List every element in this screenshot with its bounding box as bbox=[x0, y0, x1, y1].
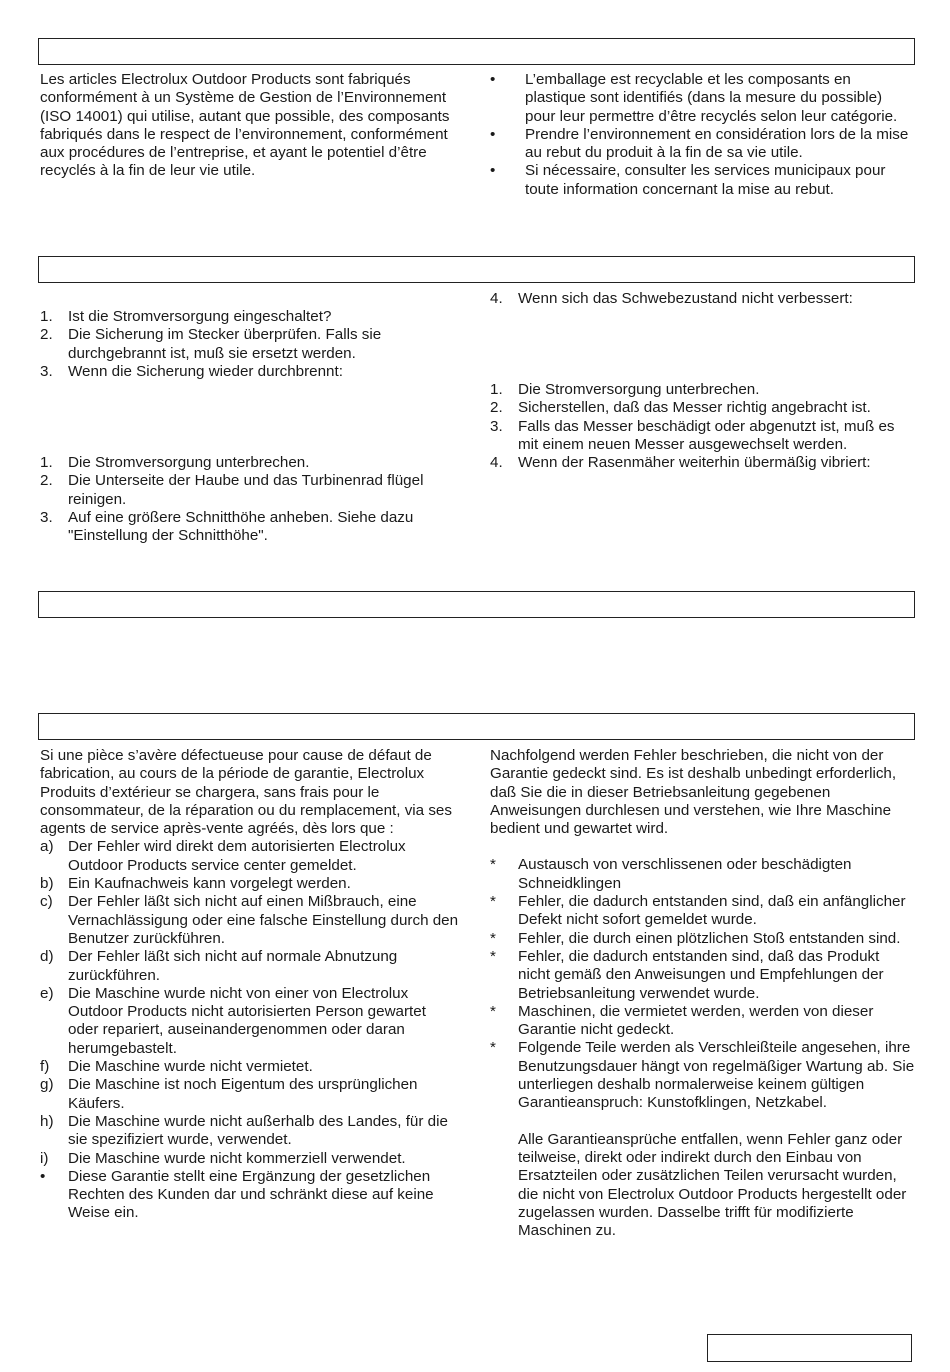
list-item-text: Fehler, die dadurch entstanden sind, daß das Produkt nicht gemäß den Anweisungen und Empfehlungen der Betriebsanleitung verwendet wurde. bbox=[518, 947, 884, 1002]
bullet-marker: • bbox=[490, 125, 496, 143]
list-item bbox=[40, 875, 460, 893]
list-item-text: Ist die Stromversorgung eingeschaltet? bbox=[68, 308, 332, 325]
list-item bbox=[40, 838, 460, 875]
list-item bbox=[490, 1039, 915, 1112]
list-item bbox=[40, 1150, 460, 1168]
list-item-text: Die Stromversorgung unterbrechen. bbox=[68, 454, 310, 471]
list-letter: h) bbox=[40, 1112, 54, 1130]
list-item-text: Die Unterseite der Haube und das Turbinenrad flügel reinigen. bbox=[68, 472, 424, 508]
list-item bbox=[490, 71, 915, 126]
list-item-text: Die Maschine wurde nicht von einer von Electrolux Outdoor Products nicht autorisierten Person gewartet oder repariert, auseinandergenommen oder daran herumgebastelt. bbox=[68, 984, 426, 1057]
list-item bbox=[40, 1113, 460, 1150]
list-item bbox=[490, 399, 915, 417]
warranty-exclusions-intro: Nachfolgend werden Fehler beschrieben, die nicht von der Garantie gedeckt sind. Es ist deshalb unbedingt erforderlich, daß Sie die in dieser Betriebsanleitung gegebenen Anweisungen durchlesen und verstehen, wie Ihre Maschine bedient und gewartet wird. bbox=[490, 747, 897, 838]
list-item-text: Der Fehler läßt sich nicht auf normale Abnutzung zurückführen. bbox=[68, 948, 398, 984]
troubleshooting-left-list-2 bbox=[40, 454, 460, 545]
list-number: 3. bbox=[40, 508, 53, 526]
list-item bbox=[490, 948, 915, 1003]
list-item bbox=[490, 454, 915, 472]
list-item bbox=[490, 290, 915, 308]
asterisk-marker: * bbox=[490, 929, 496, 947]
list-letter: g) bbox=[40, 1076, 54, 1094]
warranty-intro: Si une pièce s’avère défectueuse pour cause de défaut de fabrication, au cours de la période de garantie, Electrolux Produits d’extérieur se chargera, sans frais pour le consommateur, de la réparation ou du remplacement, via ses agents de service après-vente agréés, dès lors que : bbox=[40, 747, 452, 838]
bullet-marker: • bbox=[490, 162, 496, 180]
list-item-text: Die Maschine wurde nicht außerhalb des Landes, für die sie spezifiziert wurde, verwendet. bbox=[68, 1112, 448, 1149]
list-item-text: Wenn der Rasenmäher weiterhin übermäßig vibriert: bbox=[518, 454, 871, 472]
environment-right-column bbox=[490, 71, 915, 199]
list-item bbox=[490, 930, 915, 948]
list-item-text: Sicherstellen, daß das Messer richtig angebracht ist. bbox=[518, 399, 871, 417]
list-number: 3. bbox=[40, 362, 53, 380]
bullet-marker: • bbox=[490, 71, 496, 88]
list-letter: e) bbox=[40, 984, 54, 1002]
environment-left-column bbox=[40, 71, 460, 181]
warranty-right-column bbox=[490, 747, 915, 1240]
list-item-text: Die Maschine ist noch Eigentum des ursprünglichen Käufers. bbox=[68, 1076, 418, 1112]
warranty-left-column bbox=[40, 747, 460, 1223]
list-item-text: Die Maschine wurde nicht kommerziell verwendet. bbox=[68, 1149, 406, 1167]
list-item-text: Wenn sich das Schwebezustand nicht verbessert: bbox=[518, 290, 853, 307]
list-item-text: Der Fehler läßt sich nicht auf einen Mißbrauch, eine Vernachlässigung oder eine falsche Einstellung durch den Benutzer zurückführen. bbox=[68, 893, 459, 947]
list-item-text: Ein Kaufnachweis kann vorgelegt werden. bbox=[68, 875, 351, 893]
list-item-text: Prendre l’environnement en considération lors de la mise au rebut du produit à la fin de sa vie utile. bbox=[525, 125, 909, 162]
asterisk-marker: * bbox=[490, 1002, 496, 1020]
list-item-text: Der Fehler wird direkt dem autorisierten Electrolux Outdoor Products service center gemeldet. bbox=[68, 838, 406, 874]
list-number: 4. bbox=[490, 290, 503, 307]
list-number: 1. bbox=[490, 381, 503, 398]
list-number: 4. bbox=[490, 454, 503, 472]
section-header-box-empty bbox=[38, 591, 915, 618]
list-item bbox=[490, 418, 915, 455]
list-letter: c) bbox=[40, 893, 53, 911]
list-item bbox=[490, 893, 915, 930]
list-item bbox=[40, 326, 460, 363]
list-item bbox=[40, 509, 460, 546]
list-item bbox=[490, 1003, 915, 1040]
list-item bbox=[40, 1076, 460, 1113]
troubleshooting-right-list-1 bbox=[490, 290, 915, 308]
list-letter: a) bbox=[40, 838, 54, 856]
list-item-text: Wenn die Sicherung wieder durchbrennt: bbox=[68, 362, 343, 380]
list-item bbox=[40, 893, 460, 948]
environment-paragraph: Les articles Electrolux Outdoor Products sont fabriqués conformément à un Système de Gestion de l’Environnement (ISO 14001) qui utilise, autant que possible, des composants fabriqués dans le respect de l’environnement, conformément aux procédures de l’entreprise, et ayant le potentiel d’être recyclés à la fin de leur vie utile. bbox=[40, 71, 450, 180]
list-item-text: Auf eine größere Schnitthöhe anheben. Siehe dazu "Einstellung der Schnitthöhe". bbox=[68, 508, 414, 545]
list-item bbox=[490, 856, 915, 893]
list-number: 3. bbox=[490, 417, 503, 435]
list-number: 1. bbox=[40, 454, 53, 471]
list-item-text: Si nécessaire, consulter les services municipaux pour toute information concernant la mise au rebut. bbox=[525, 162, 886, 198]
list-item bbox=[40, 1058, 460, 1076]
list-letter: d) bbox=[40, 948, 54, 966]
list-item-text: L’emballage est recyclable et les composants en plastique sont identifiés (dans la mesure du possible) pour leur permettre d’être recyclés selon leur catégorie. bbox=[525, 71, 898, 125]
section-header-box-troubleshooting bbox=[38, 256, 915, 283]
list-letter: b) bbox=[40, 875, 54, 893]
section-header-box-warranty bbox=[38, 713, 915, 740]
list-item bbox=[40, 985, 460, 1058]
bullet-marker: • bbox=[40, 1167, 46, 1185]
list-item-text: Fehler, die dadurch entstanden sind, daß ein anfänglicher Defekt nicht sofort gemeldet wurde. bbox=[518, 893, 906, 929]
list-number: 2. bbox=[40, 472, 53, 490]
page-number-box bbox=[707, 1334, 912, 1362]
list-item bbox=[40, 363, 460, 381]
list-item-text: Fehler, die durch einen plötzlichen Stoß entstanden sind. bbox=[518, 929, 901, 947]
list-item bbox=[490, 162, 915, 199]
section-header-box-environment bbox=[38, 38, 915, 65]
list-item-text: Maschinen, die vermietet werden, werden von dieser Garantie nicht gedeckt. bbox=[518, 1002, 874, 1039]
list-item-text: Die Sicherung im Stecker überprüfen. Falls sie durchgebrannt ist, muß sie ersetzt werden. bbox=[68, 326, 382, 362]
list-item-text: Austausch von verschlissenen oder beschädigten Schneidklingen bbox=[518, 856, 852, 892]
list-item-text: Folgende Teile werden als Verschleißteile angesehen, ihre Benutzungsdauer hängt von regelmäßiger Wartung ab. Sie unterliegen deshalb normalerweise keinem gültigen Garantieanspruch: Kunstofklingen, Netzkabel. bbox=[518, 1039, 915, 1112]
list-item bbox=[490, 381, 915, 399]
asterisk-marker: * bbox=[490, 947, 496, 965]
list-item bbox=[490, 126, 915, 163]
list-item bbox=[40, 1168, 460, 1223]
asterisk-marker: * bbox=[490, 1039, 496, 1057]
list-item-text: Diese Garantie stellt eine Ergänzung der gesetzlichen Rechten des Kunden dar und schränkt diese auf keine Weise ein. bbox=[68, 1167, 434, 1222]
list-item-text: Die Stromversorgung unterbrechen. bbox=[518, 381, 760, 398]
troubleshooting-left-list-1 bbox=[40, 308, 460, 381]
list-letter: f) bbox=[40, 1058, 50, 1076]
list-item-text: Die Maschine wurde nicht vermietet. bbox=[68, 1058, 313, 1076]
list-item-text: Falls das Messer beschädigt oder abgenutzt ist, muß es mit einem neuen Messer ausgewechselt werden. bbox=[518, 417, 895, 453]
list-item bbox=[40, 454, 460, 472]
asterisk-marker: * bbox=[490, 893, 496, 911]
troubleshooting-right-list-2 bbox=[490, 381, 915, 472]
asterisk-marker: * bbox=[490, 856, 496, 874]
list-number: 2. bbox=[490, 399, 503, 417]
list-letter: i) bbox=[40, 1149, 49, 1167]
list-item bbox=[40, 948, 460, 985]
list-number: 2. bbox=[40, 326, 53, 344]
list-number: 1. bbox=[40, 308, 53, 325]
list-item bbox=[40, 472, 460, 509]
list-item bbox=[40, 308, 460, 326]
warranty-exclusions-outro: Alle Garantieansprüche entfallen, wenn Fehler ganz oder teilweise, direkt oder indirekt durch den Einbau von Ersatzteilen oder zusätzlichen Teilen verursacht wurden, die nicht von Electrolux Outdoor Products hergestellt oder zugelassen wurden. Dasselbe trifft für modifizierte Maschinen zu. bbox=[518, 1130, 907, 1240]
